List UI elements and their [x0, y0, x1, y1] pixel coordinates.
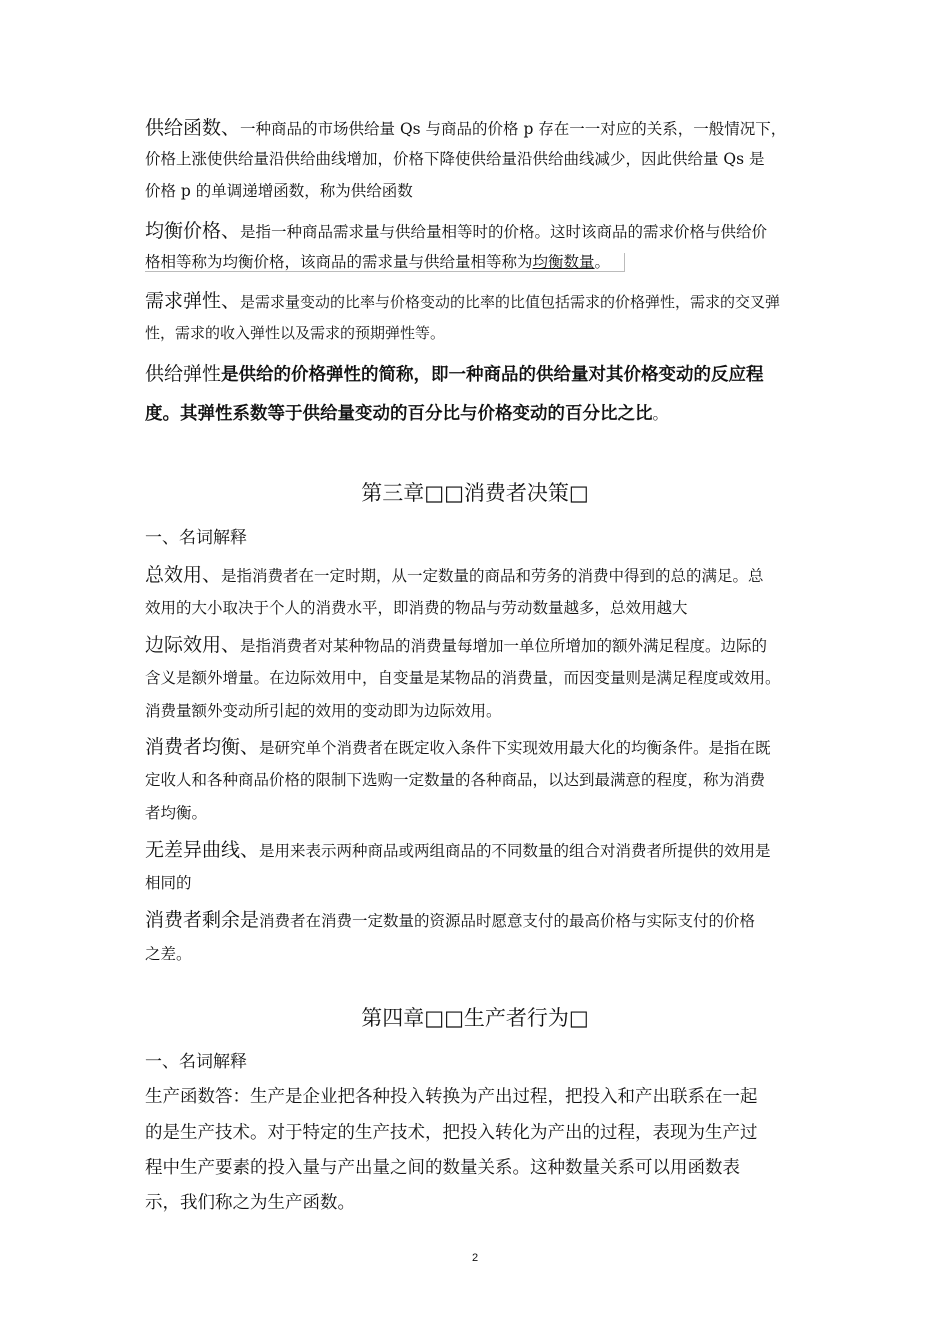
- text-line: 的是生产技术。对于特定的生产技术，把投入转化为产出的过程，表现为生产过: [145, 1123, 758, 1143]
- term-supply-elasticity: 供给弹性: [145, 363, 222, 385]
- paragraph-equilibrium-price: [145, 215, 807, 277]
- text-line: [145, 902, 807, 938]
- definition-text: 度。其弹性系数等于供给量变动的百分比与价格变动的百分比之比: [145, 404, 653, 424]
- text-with-border: [145, 253, 625, 272]
- text-line: 价格上涨使供给量沿供给曲线增加，价格下降使供给量沿供给曲线减少，因此供给量 Qs 是: [145, 150, 765, 168]
- text-line: 程中生产要素的投入量与产出量之间的数量关系。这种数量关系可以用函数表: [145, 1158, 740, 1178]
- text-line: 者均衡。: [145, 804, 208, 822]
- term-equilibrium-price: 均衡价格、: [145, 220, 241, 242]
- definition-text: 消费者在消费一定数量的资源品时愿意支付的最高价格与实际支付的价格: [259, 912, 756, 930]
- section-heading: 一、名词解释: [145, 1052, 247, 1072]
- text-line: [145, 113, 807, 143]
- term-indifference-curve: 无差异曲线、: [145, 839, 260, 861]
- term-demand-elasticity: 需求弹性、: [145, 290, 241, 312]
- chapter-3-heading: 第三章□□消费者决策□: [361, 481, 589, 505]
- paragraph-marginal-utility: [145, 628, 807, 727]
- text-line: 定收人和各种商品价格的限制下选购一定数量的各种商品，以达到最满意的程度，称为消费: [145, 771, 766, 789]
- text-line: [145, 285, 807, 318]
- definition-text: 是需求量变动的比率与价格变动的比率的比值包括需求的价格弹性，需求的交叉弹: [240, 293, 781, 311]
- text-line: 效用的大小取决于个人的消费水平，即消费的物品与劳动数量越多，总效用越大: [145, 599, 688, 617]
- term-consumer-equilibrium: 消费者均衡、: [145, 736, 260, 758]
- definition-text: 是指一种商品需求量与供给量相等时的价格。这时该商品的需求价格与供给价: [240, 223, 768, 241]
- text-line: 价格 p 的单调递增函数，称为供给函数: [145, 182, 413, 200]
- definition-text: 格相等称为均衡价格，该商品的需求量与供给量相等称为: [145, 253, 533, 271]
- term-marginal-utility: 边际效用、: [145, 634, 241, 656]
- paragraph-production-function: [145, 1080, 807, 1221]
- definition-text: 是用来表示两种商品或两组商品的不同数量的组合对消费者所提供的效用是: [259, 842, 771, 860]
- definition-text: 是指消费者在一定时期，从一定数量的商品和劳务的消费中得到的总的满足。总: [221, 567, 764, 585]
- underlined-term: 均衡数量: [532, 253, 595, 271]
- paragraph-supply-function: [145, 113, 807, 206]
- text-line: [145, 247, 807, 277]
- text-line: 消费量额外变动所引起的效用的变动即为边际效用。: [145, 702, 502, 720]
- punctuation: 。: [594, 253, 611, 271]
- definition-text: 是供给的价格弹性的简称，即一种商品的供给量对其价格变动的反应程: [221, 365, 764, 385]
- text-line: 之差。: [145, 945, 192, 963]
- text-line: 含义是额外增量。在边际效用中，自变量是某物品的消费量，而因变量则是满足程度或效用。: [145, 669, 781, 687]
- text-line: [145, 833, 807, 867]
- paragraph-total-utility: [145, 558, 807, 624]
- text-line: [145, 215, 807, 247]
- text-line: [145, 354, 807, 394]
- term-total-utility: 总效用、: [145, 564, 222, 586]
- paragraph-supply-elasticity: [145, 354, 807, 434]
- definition-text: 是研究单个消费者在既定收入条件下实现效用最大化的均衡条件。是指在既: [259, 739, 771, 757]
- section-heading: 一、名词解释: [145, 528, 247, 548]
- text-line: 生产函数答：生产是企业把各种投入转换为产出过程，把投入和产出联系在一起: [145, 1087, 758, 1107]
- text-line: [145, 558, 807, 592]
- text-line: [145, 730, 807, 764]
- punctuation: 。: [652, 405, 669, 423]
- text-line: 性，需求的收入弹性以及需求的预期弹性等。: [145, 324, 446, 342]
- definition-text: 是指消费者对某种物品的消费量每增加一单位所增加的额外满足程度。边际的: [240, 637, 768, 655]
- text-line: 示，我们称之为生产函数。: [145, 1193, 355, 1213]
- term-consumer-surplus: 消费者剩余是: [145, 909, 260, 931]
- text-line: [145, 628, 807, 662]
- paragraph-consumer-surplus: [145, 902, 807, 970]
- paragraph-indifference-curve: [145, 833, 807, 899]
- paragraph-demand-elasticity: [145, 285, 807, 348]
- definition-text: 一种商品的市场供给量 Qs 与商品的价格 p 存在一一对应的关系，一般情况下，: [240, 120, 787, 138]
- paragraph-consumer-equilibrium: [145, 730, 807, 829]
- text-line: [145, 394, 807, 434]
- text-line: 相同的: [145, 874, 192, 892]
- chapter-4-heading: 第四章□□生产者行为□: [361, 1006, 589, 1030]
- page-number: 2: [471, 1252, 479, 1264]
- term-supply-function: 供给函数、: [145, 117, 241, 139]
